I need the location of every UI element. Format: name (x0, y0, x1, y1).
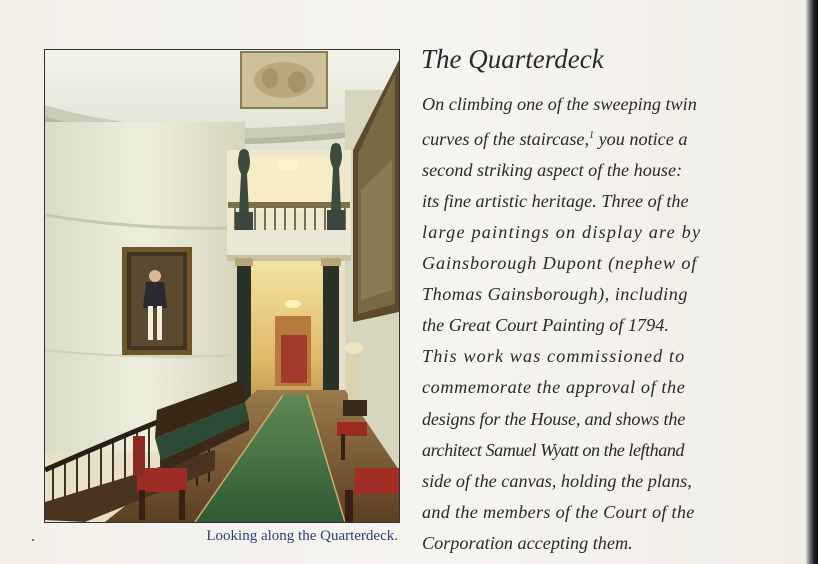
body-line: architect Samuel Wyatt on the lefthand (422, 439, 685, 460)
article-title: The Quarterdeck (421, 44, 604, 74)
body-line: second striking aspect of the house: (422, 160, 683, 181)
body-line: large paintings on display are by (422, 222, 702, 243)
figure-caption: Looking along the Quarterdeck. (206, 528, 398, 544)
body-line-tail: you notice a (594, 129, 688, 150)
article-body (422, 89, 722, 559)
body-line: side of the canvas, holding the plans, (422, 470, 692, 491)
page-edge-shadow (806, 0, 818, 564)
body-line: the Great Court Painting of 1794. (422, 315, 669, 336)
body-line-text: curves of the staircase, (422, 129, 590, 150)
body-line: On climbing one of the sweeping twin (422, 94, 697, 114)
body-line: designs for the House, and shows the (422, 408, 686, 429)
body-line: Gainsborough Dupont (nephew of (422, 253, 698, 274)
body-line: This work was commissioned to (422, 346, 686, 367)
footnote-marker: 1 (589, 130, 595, 142)
body-line: and the members of the Court of the (422, 501, 695, 522)
quarterdeck-photo (44, 49, 400, 523)
scan-speck (32, 539, 34, 541)
body-line: Corporation accepting them. (422, 532, 633, 553)
body-line (422, 120, 722, 155)
body-line: its fine artistic heritage. Three of the (422, 191, 689, 212)
body-line: Thomas Gainsborough), including (422, 284, 688, 305)
body-line: commemorate the approval of the (422, 377, 686, 398)
